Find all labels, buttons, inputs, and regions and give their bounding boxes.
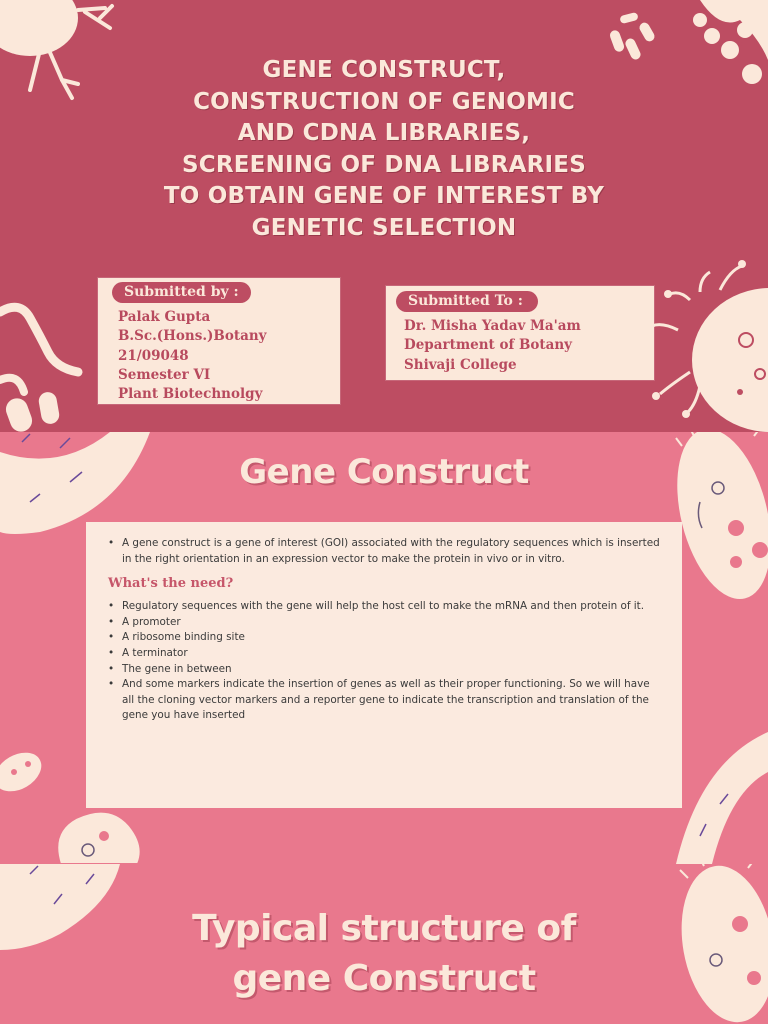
submitted-by-details: [118, 308, 267, 404]
slide-gene-construct: [0, 432, 768, 864]
student-name: Palak Gupta: [118, 309, 211, 325]
student-course: B.Sc.(Hons.)Botany: [118, 328, 267, 345]
presentation-title: [150, 55, 618, 244]
title-line: GENE CONSTRUCT,: [262, 57, 506, 83]
list-item: • Regulatory sequences with the gene will help the host cell to make the mRNA and then protein of it.: [106, 599, 662, 615]
virus-icon: [646, 260, 768, 432]
department: Department of Botany: [404, 337, 573, 354]
title-line: TO OBTAIN GENE OF INTEREST BY: [163, 183, 605, 209]
worm-icon: [0, 307, 78, 392]
title-line: CONSTRUCTION OF GENOMIC: [193, 88, 575, 115]
submitted-to-details: [404, 317, 581, 375]
title-line: AND CDNA LIBRARIES,: [237, 120, 531, 146]
slide-typical-structure: [0, 864, 768, 1024]
college: Shivaji College: [404, 356, 517, 373]
intro-list: [106, 536, 662, 567]
need-heading: What's the need?: [108, 576, 234, 592]
title-line: gene Construct: [232, 958, 536, 999]
list-item: • A promoter: [106, 615, 662, 631]
student-roll-number: 21/09048: [118, 347, 189, 364]
content-box: [86, 522, 682, 808]
slide-title-gene-construct: Gene Construct: [239, 452, 529, 492]
need-list: [106, 599, 662, 724]
teacher-name: Dr. Misha Yadav Ma'am: [404, 318, 581, 334]
submitted-to-card: [386, 286, 654, 380]
student-subject: Plant Biotechnolgy: [118, 386, 263, 403]
list-item: • A ribosome binding site: [106, 630, 662, 646]
student-semester: Semester VI: [118, 366, 211, 383]
title-line: Typical structure of: [192, 908, 576, 949]
title-line: GENETIC SELECTION: [251, 214, 517, 241]
slide-title-typical-structure: [0, 904, 768, 1004]
list-item: • A gene construct is a gene of interest (GOI) associated with the regulatory sequences which is inserted in the right orientation in an expression vector to make the protein in vivo or in vitro.: [106, 536, 662, 567]
submitted-by-label: Submitted by :: [112, 282, 251, 303]
slide-title: [0, 0, 768, 432]
submitted-by-card: [98, 278, 340, 404]
list-item: • And some markers indicate the insertion of genes as well as their proper functioning. So we will have all the cloning vector markers and a reporter gene to indicate the transcription and translation of the gene you have inserted: [106, 677, 662, 724]
list-item: • A terminator: [106, 646, 662, 662]
submitted-to-label: Submitted To :: [396, 291, 538, 312]
title-line: SCREENING OF DNA LIBRARIES: [182, 151, 586, 178]
list-item: • The gene in between: [106, 662, 662, 678]
microbe-icon: [609, 0, 768, 84]
bacteria-icon: [0, 0, 112, 98]
